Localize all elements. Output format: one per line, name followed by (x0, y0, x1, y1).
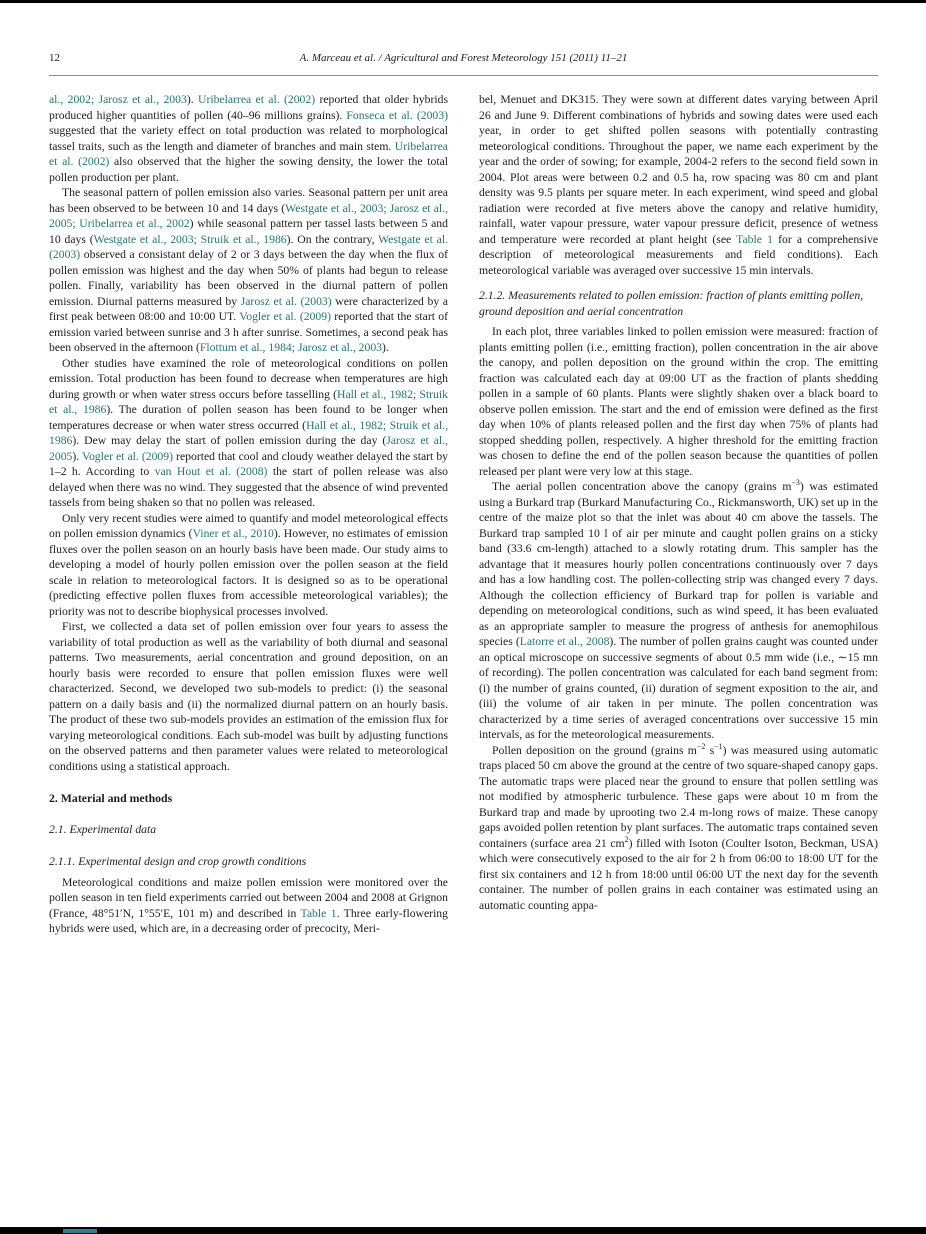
citation-link[interactable]: Vogler et al. (2009) (82, 449, 174, 463)
text-run: for a comprehensive description of meteorological measurements and field conditions). Each meteorological variable was averaged over successive 15 min intervals. (479, 232, 879, 277)
paragraph (479, 479, 878, 743)
text-run: ). The duration of pollen season has been found to be longer when temperatures decrease or when water stress occurred ( (49, 403, 448, 432)
text-run: The aerial pollen concentration above the canopy (grains m (492, 480, 792, 493)
citation-link[interactable]: Uribelarrea et al. (2002) (49, 139, 448, 168)
citation-link[interactable]: Viner et al., 2010 (192, 527, 274, 540)
text-run: ). (186, 93, 198, 106)
page-header (49, 52, 878, 67)
text-run: bel, Menuet and DK315. They were sown at different dates varying between April 26 and June 9. Different combinations of hybrids and sowing dates were used each year, in order to get shifted pollen seasons with potentially contrasting meteorological conditions. Throughout the paper, we name each experiment by the year and the order of sowing; for example, 2004-2 refers to the second field sown in 2004. Plot areas were between 0.2 and 0.5 ha, row spacing was 80 cm and plant density was 9.5 plants per square meter. In each experiment, wind speed and global radiation were recorded at five meters above the canopy and relative humidity, rainfall, water vapour pressure, water vapour pressure deficit, presence of wetness and temperature were recorded at plant height (see (479, 93, 878, 246)
text-run: Other studies have examined the role of meteorological conditions on pollen emission. Total production has been found to decrease when temperatures are high during growth or when water stress occurs before tasselling ( (49, 356, 448, 401)
text-run: . Three early-flowering hybrids were used, which are, in a decreasing order of precocity, Meri- (49, 906, 448, 935)
text-run: In each plot, three variables linked to pollen emission were measured: fraction of plants emitting pollen (i.e., emitting fraction), pollen concentration in the air above the canopy, and pollen deposition on the ground within the crop. The emitting fraction was calculated each day at 09:00 UT as the fraction of plants shedding pollen in a sample of 60 plants. Plants were slightly shaken over a black board to observe pollen emission. The start and the end of emission were defined as the first day when 10% of plants released pollen and the first day when 75% of plants had stopped shedding pollen, respectively. A higher threshold for the emitting fraction was chosen to define the end of the pollen season because the quantities of pollen released per plant were very low at this stage. (479, 325, 878, 478)
superscript: −1 (714, 741, 723, 751)
left-column (49, 92, 448, 937)
paragraph (479, 324, 878, 479)
text-run: ). Dew may delay the start of pollen emission during the day ( (72, 434, 387, 447)
subsection-heading-experimental-data: 2.1. Experimental data (49, 822, 157, 836)
citation-link[interactable]: Westgate et al. (2003) (49, 232, 448, 261)
citation-link[interactable]: Flottum et al., 1984; Jarosz et al., 2003 (199, 341, 383, 354)
section-heading-material-and-methods: 2. Material and methods (49, 791, 173, 805)
paragraph (479, 743, 878, 914)
table-1-link[interactable]: Table 1 (736, 232, 773, 246)
citation-link[interactable]: van Hout et al. (2008) (154, 465, 268, 478)
text-run: s (705, 743, 715, 757)
text-run: ). (382, 341, 389, 354)
paragraph (49, 356, 448, 511)
text-run: ). On the contrary, (286, 232, 379, 246)
running-head: A. Marceau et al. / Agricultural and Forest Meteorology 151 (2011) 11–21 (299, 52, 628, 64)
text-run: ) was measured using automatic traps placed 50 cm above the ground at the centre of two square-shaped canopy gaps. The automatic traps were placed near the ground to ensure that pollen settling was not modified by atmospheric turbulence. These gaps were about 10 m from the Burkard trap and made by uprooting two 2.4 m-long rows of maize. These canopy gaps avoided pollen retention by plant surfaces. The automatic traps contained seven containers (surface area 21 cm (479, 743, 878, 850)
text-run: reported that the start of emission varied between sunrise and 3 h after sunrise. Sometimes, a second peak has been observed in the afternoon ( (49, 310, 448, 354)
citation-link[interactable]: Hall et al., 1982; Struik et al., 1986 (49, 418, 449, 447)
text-run: ) filled with Isoton (Coulter Isoton, Beckman, USA) which were consecutively exposed to the air for 2 h from 06:00 to 18:00 UT for the first six containers and 12 h from 18:00 until 06:00 UT the next day for the seventh container. The number of pollen grains in each container was estimated using an automatic counting appa- (479, 836, 878, 912)
citation-link[interactable]: Jarosz et al. (2003) (240, 294, 332, 308)
subsubsection-heading-2-1-2: 2.1.2. Measurements related to pollen emission: fraction of plants emitting pollen, ground deposition and aerial concentration (479, 289, 864, 318)
citation-link[interactable]: Westgate et al., 2003; Jarosz et al., 2005; Uribelarrea et al., 2002 (49, 201, 448, 230)
citation-link[interactable]: Latorre et al., 2008 (519, 635, 610, 648)
text-run: also observed that the higher the sowing density, the lower the total pollen production per plant. (49, 155, 449, 184)
text-run: reported that cool and cloudy weather delayed the start by 1–2 h. According to (49, 449, 449, 478)
text-run: the start of pollen release was also delayed when there was no wind. They suggested that the absence of wind prevented tassels from being shaken so that no pollen was released. (49, 465, 448, 509)
text-run: Meteorological conditions and maize pollen emission were monitored over the pollen season in ten field experiments carried out between 2004 and 2008 at Grignon (France, 48°51′N, 1°55′E, 101 m) and described in (49, 875, 448, 920)
text-run: ) while seasonal pattern per tassel lasts between 5 and 10 days ( (49, 217, 448, 246)
citation-link[interactable]: al., 2002; Jarosz et al., 2003 (49, 93, 187, 106)
text-run: ). However, no estimates of emission fluxes over the pollen season on an hourly basis have been made. Our study aims to developing a model of hourly pollen emission over the pollen season at the field scale in relation to meteorological factors. It is designed so as to be operational (predicting effective pollen fluxes from accessible meteorological variables); the priority was not to describe biophysical processes involved. (49, 527, 448, 618)
page-edge-bottom (0, 1227, 926, 1234)
text-run: observed a consistant delay of 2 or 3 days between the day when the flux of pollen emission was highest and the day when 50% of plants had begun to release pollen. Finally, variability has been observed in the diurnal pattern of pollen emission. Diurnal patterns measured by (49, 248, 448, 308)
text-run: Only very recent studies were aimed to quantify and model meteorological effects on pollen emission dynamics ( (49, 511, 448, 540)
page-edge-top (0, 0, 926, 3)
paragraph (49, 875, 448, 937)
paragraph (479, 92, 878, 278)
citation-link[interactable]: Hall et al., 1982; Struik et al., 1986 (49, 387, 448, 416)
subsubsection-heading-2-1-1: 2.1.1. Experimental design and crop growth conditions (49, 855, 307, 868)
text-run: ). The number of pollen grains caught was counted under an optical microscope on successive segments of about 0.5 mm wide (i.e., ∼15 mn of recording). The pollen concentration was calculated for each band segment from: (i) the number of grains counted, (ii) duration of segment exposition to the air, and (iii) the volume of air taken in per minute. The pollen concentration was characterized by a time series of averaged concentrations over successive 15 min intervals, as for the meteorological measurements. (479, 635, 878, 741)
two-column-body (49, 92, 878, 937)
text-run: were characterized by a first peak between 08:00 and 10:00 UT. (49, 294, 448, 323)
paragraph (49, 185, 448, 356)
text-run: First, we collected a data set of pollen emission over four years to assess the variability of total production as well as the variability of both diurnal and seasonal patterns. Two measurements, aerial concentration and ground deposition, on an hourly basis were recorded to ensure that pollen emission fluxes were well characterized. Second, we developed two sub-models to predict: (i) the seasonal pattern on a daily basis and (ii) the normalized diurnal pattern on an hourly basis. The product of these two sub-models provides an estimation of the emission flux for varying meteorological conditions. Each sub-model was built by adjusting functions on the observed patterns and then parameter values were related to meteorological conditions using a statistical approach. (49, 620, 448, 773)
header-rule (49, 75, 878, 76)
paragraph (49, 511, 448, 620)
superscript: 2 (624, 834, 629, 844)
superscript: −2 (696, 741, 706, 751)
bottom-edge-mark (63, 1229, 97, 1233)
citation-link[interactable]: Uribelarrea et al. (2002) (198, 93, 316, 106)
right-column (479, 92, 878, 913)
paragraph (49, 619, 448, 774)
citation-link[interactable]: Vogler et al. (2009) (239, 310, 332, 323)
text-run: ). (72, 449, 83, 463)
table-1-link[interactable]: Table 1 (300, 906, 337, 920)
citation-link[interactable]: Westgate et al., 2003; Struik et al., 1986 (93, 232, 287, 246)
page-number: 12 (49, 52, 60, 64)
paragraph (49, 92, 448, 185)
text-run: Pollen deposition on the ground (grains m (492, 743, 697, 757)
citation-link[interactable]: Jarosz et al., 2005 (49, 434, 449, 463)
superscript: −3 (791, 478, 800, 488)
text-run: suggested that the variety effect on total production was related to morphological tassel traits, such as the length and diameter of branches and main stem. (49, 124, 448, 153)
text-run: ) was estimated using a Burkard trap (Burkard Manufacturing Co., Rickmansworth, UK) set up in the centre of the maize plot so that the inlet was about 40 cm above the tassels. The Burkard trap sampled 10 l of air per minute and caught pollen grains on a sticky band (33.6 cm-length) attached to a slowly rotating drum. This sampler has the advantage that it measures hourly pollen concentrations continuously over 7 days and has a low handling cost. The pollen-collecting strip was changed every 7 days. Although the collection efficiency of Burkard trap for pollen is variable and depending on meteorological conditions, such as wind speed, it has been evaluated as an appropriate sampler to measure the progress of anthesis for anemophilous species ( (479, 480, 878, 648)
text-run: reported that older hybrids produced higher quantities of pollen (40–96 millions grains). (49, 93, 448, 122)
text-run: The seasonal pattern of pollen emission also varies. Seasonal pattern per unit area has been observed to be between 10 and 14 days ( (49, 186, 448, 215)
citation-link[interactable]: Fonseca et al. (2003) (346, 108, 448, 122)
